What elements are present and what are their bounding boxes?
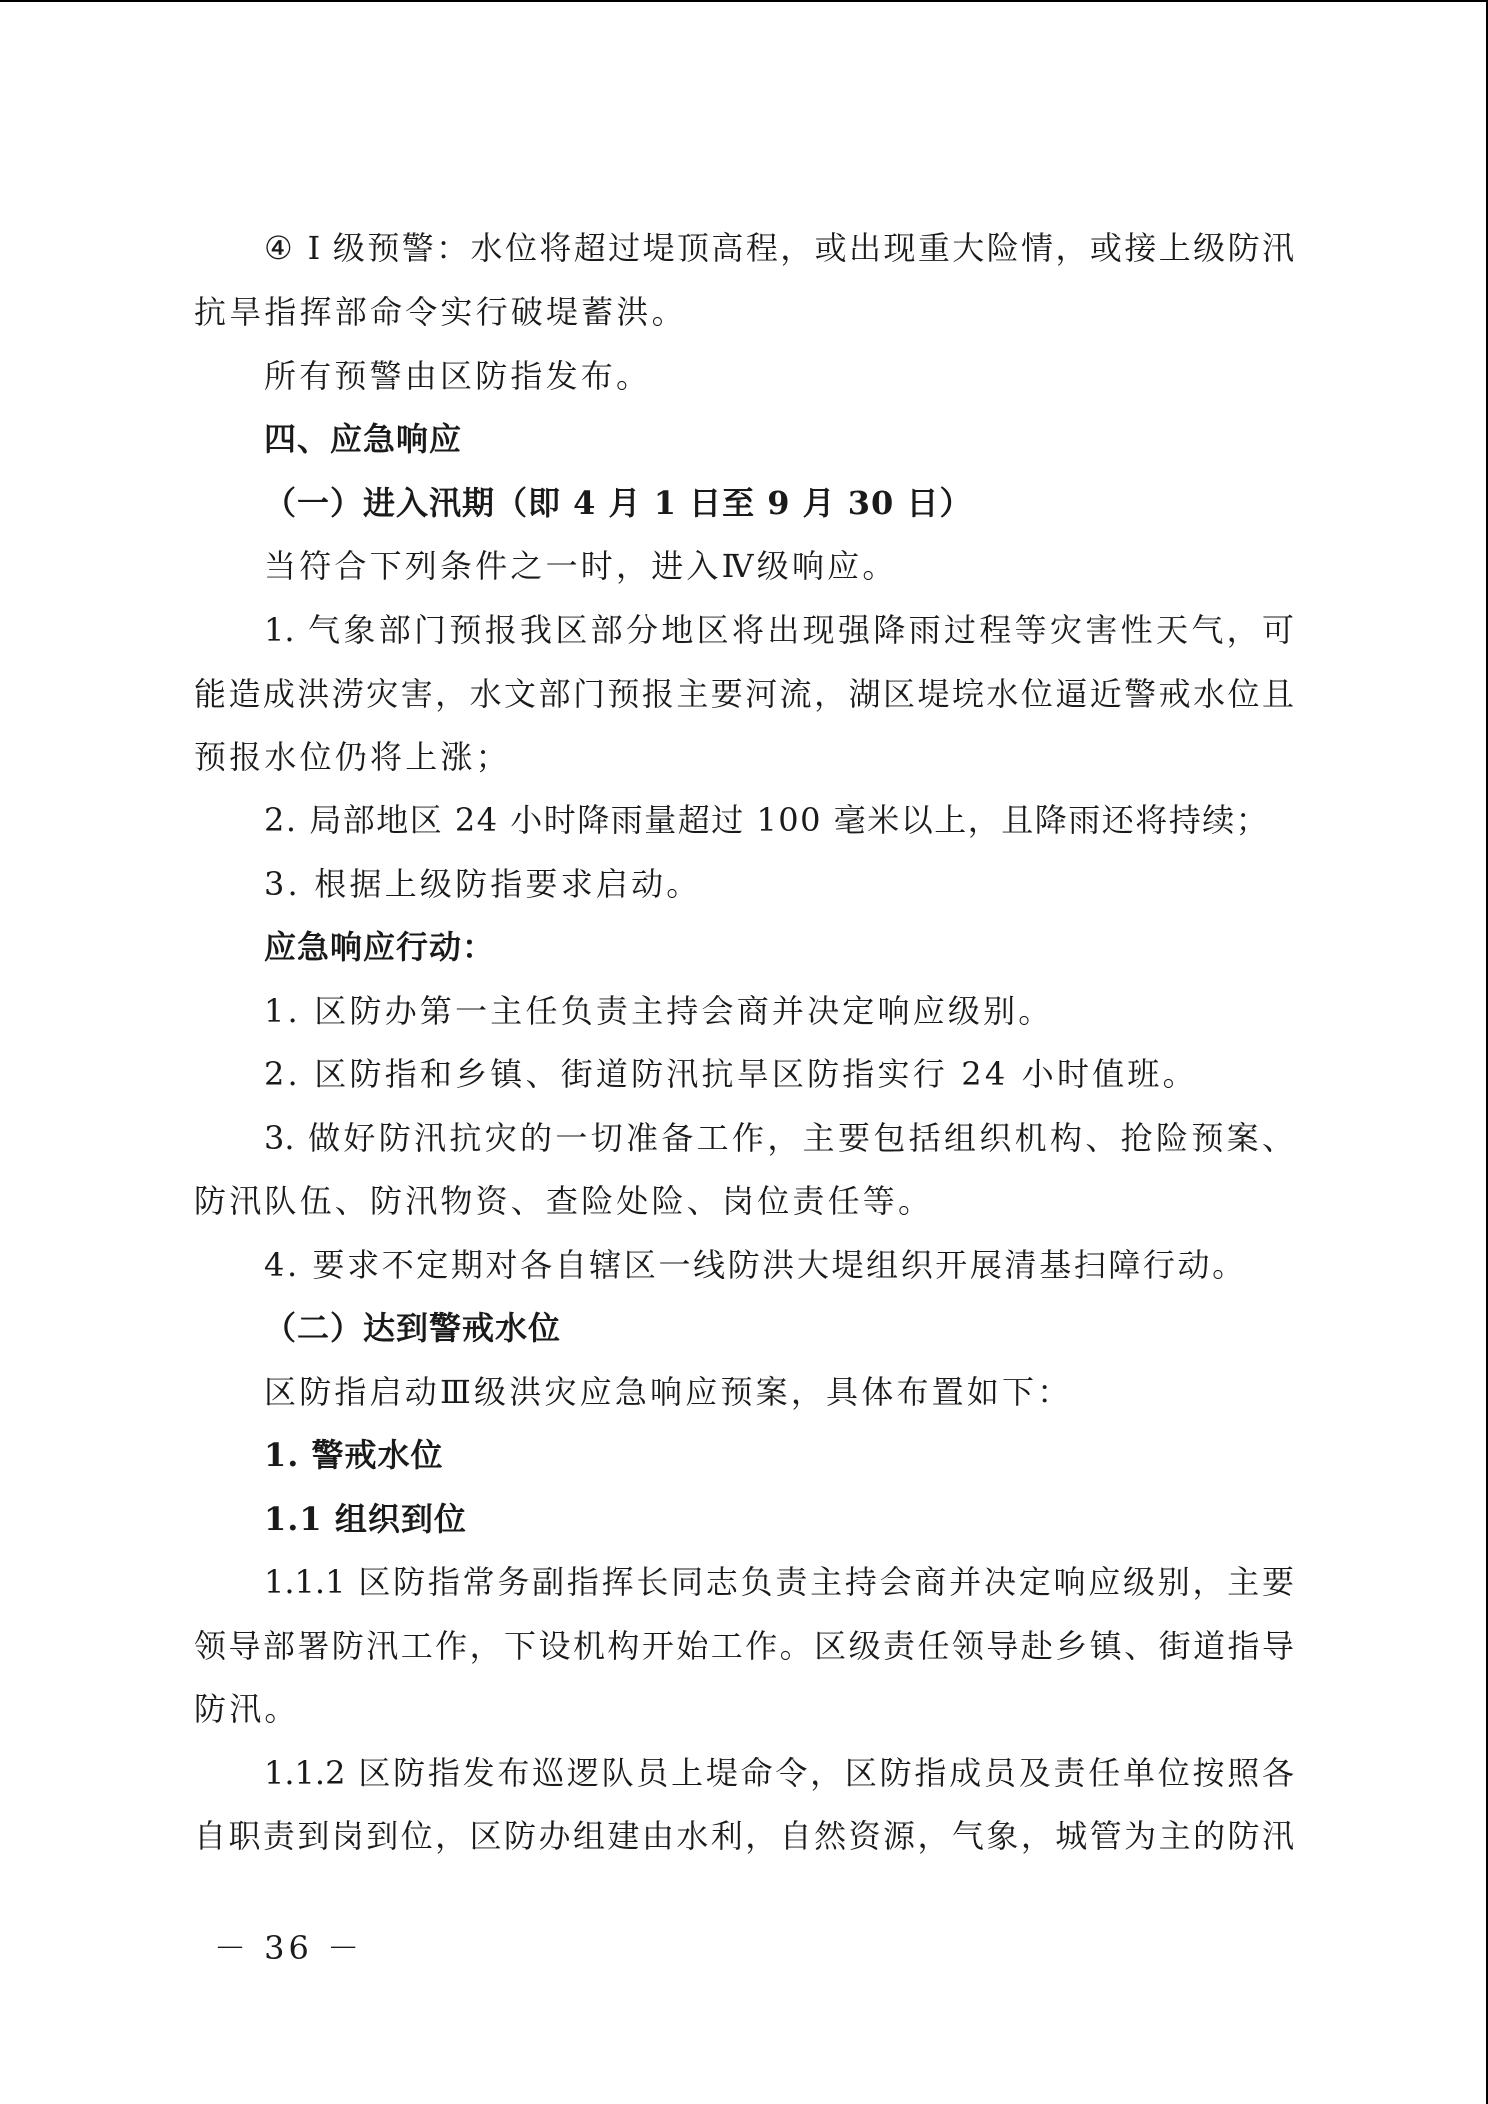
text-line: 抗旱指挥部命令实行破堤蓄洪。	[194, 293, 687, 331]
subsection-heading: （一）进入汛期（即 4 月 1 日至 9 月 30 日）	[264, 484, 973, 522]
subsection-heading: 1. 警戒水位	[264, 1436, 444, 1474]
text-line: 2. 局部地区 24 小时降雨量超过 100 毫米以上，且降雨还将持续；	[264, 801, 1270, 839]
text-line: 3. 根据上级防指要求启动。	[264, 865, 702, 903]
subsection-heading: 1.1 组织到位	[264, 1500, 467, 1538]
text-line: 领导部署防汛工作，下设机构开始工作。区级责任领导赴乡镇、街道指导	[194, 1627, 1294, 1665]
text-line: 防汛。	[194, 1690, 300, 1728]
text-line: 1. 区防办第一主任负责主持会商并决定响应级别。	[264, 992, 1054, 1030]
text-line: 4. 要求不定期对各自辖区一线防洪大堤组织开展清基扫障行动。	[264, 1246, 1247, 1284]
text-line: 3. 做好防汛抗灾的一切准备工作，主要包括组织机构、抢险预案、	[264, 1119, 1294, 1157]
text-line: 1.1.2 区防指发布巡逻队员上堤命令，区防指成员及责任单位按照各	[264, 1754, 1294, 1792]
text-line: 自职责到岗到位，区防办组建由水利，自然资源，气象，城管为主的防汛	[194, 1817, 1294, 1855]
text-line: 区防指启动Ⅲ级洪灾应急响应预案，具体布置如下：	[264, 1373, 1073, 1411]
text-line: 2. 区防指和乡镇、街道防汛抗旱区防指实行 24 小时值班。	[264, 1055, 1198, 1093]
subsection-heading: （二）达到警戒水位	[264, 1309, 562, 1347]
text-line: 所有预警由区防指发布。	[264, 357, 652, 395]
text-line: ④ I 级预警：水位将超过堤顶高程，或出现重大险情，或接上级防汛	[264, 229, 1294, 267]
subsection-heading: 应急响应行动：	[264, 928, 496, 966]
text-line: 1. 气象部门预报我区部分地区将出现强降雨过程等灾害性天气，可	[264, 611, 1294, 649]
page-number: － 36 －	[214, 1929, 364, 1967]
text-line: 1.1.1 区防指常务副指挥长同志负责主持会商并决定响应级别，主要	[264, 1563, 1294, 1601]
text-line: 能造成洪涝灾害，水文部门预报主要河流，湖区堤垸水位逼近警戒水位且	[194, 675, 1294, 713]
text-line: 预报水位仍将上涨；	[194, 738, 511, 776]
text-line: 防汛队伍、防汛物资、查险处险、岗位责任等。	[194, 1182, 934, 1220]
section-heading: 四、应急响应	[264, 420, 463, 458]
text-line: 当符合下列条件之一时，进入Ⅳ级响应。	[264, 547, 898, 585]
